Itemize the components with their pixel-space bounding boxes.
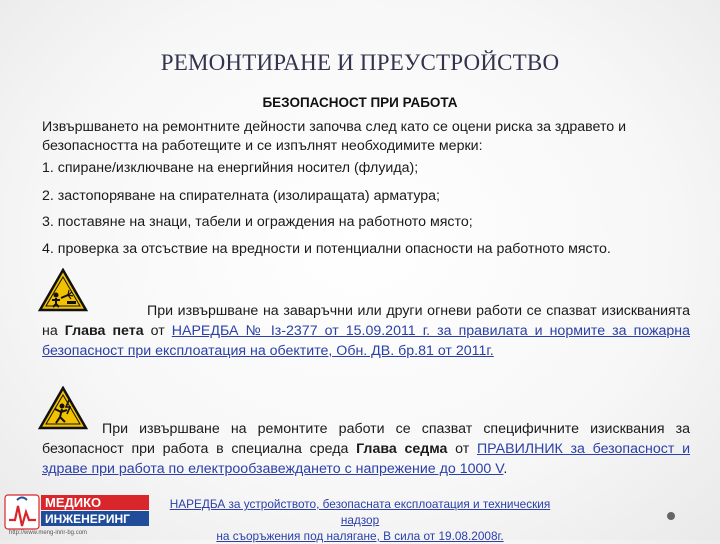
slide-title: РЕМОНТИРАНЕ И ПРЕУСТРОЙСТВО [160, 50, 560, 75]
para-text: от [143, 323, 172, 339]
svg-text:http://www.meng-inrir-bg.com: http://www.meng-inrir-bg.com [9, 530, 88, 536]
intro-paragraph: Извършването на ремонтните дейности започва след като се оцени риска за здравето и безопасността на работещите и се изпълнят необходимите мерки: [42, 119, 627, 154]
footer-ref-line: НАРЕДБА за устройството, безопасната експлоатация и техническия надзор [169, 497, 551, 527]
para-text: При извършване на ремонтите работи се спазват специфичните изисквания за безопасност при работа в специална среда [42, 421, 690, 457]
measure-item: 1. спиране/изключване на енергийния носител (флуида); [42, 160, 419, 176]
para-text: При извършване на заваръчни или други огневи работи се спазват изискванията на [42, 303, 690, 339]
footer-ref-line: на съоръжения под налягане, В сила от 19.08.2008г. [216, 529, 504, 543]
decorative-dot [667, 512, 675, 520]
para-text: от [447, 441, 477, 457]
chapter-reference: Глава пета [64, 323, 144, 339]
footer-regulation-link[interactable] [150, 496, 570, 544]
svg-text:МЕДИКО: МЕДИКО [45, 495, 102, 510]
welding-requirements-paragraph [42, 301, 690, 361]
electrical-requirements-paragraph: При извършване на ремонтите работи се спазват специфичните изисквания за безопасност при работа в специална среда Глава седма от ПРАВИЛНИК за безопасност и здраве при работа по електрообзавеждането с напрежение до 1000 V. [42, 421, 691, 477]
measure-item: 2. застопоряване на спирателната (изолиращата) арматура; [42, 188, 441, 204]
svg-text:ИНЖЕНЕРИНГ: ИНЖЕНЕРИНГ [45, 512, 130, 526]
measure-item: 4. проверка за отсъствие на вредности и потенциални опасности на работното място. [42, 241, 611, 257]
measure-item: 3. поставяне на знаци, табели и ограждения на работното място; [42, 214, 473, 230]
regulation-link[interactable]: ПРАВИЛНИК за безопасност и здраве при работа по електрообзавеждането с напрежение до 1000 V [42, 441, 691, 477]
company-logo [3, 492, 155, 536]
chapter-reference: Глава седма [356, 441, 448, 457]
regulation-link[interactable]: НАРЕДБА № Із-2377 от 15.09.2011 г. за правилата и нормите за пожарна безопасност при експлоатация на обектите, Обн. ДВ. бр.81 от 2011г. [42, 323, 690, 359]
section-subtitle: БЕЗОПАСНОСТ ПРИ РАБОТА [262, 95, 458, 110]
